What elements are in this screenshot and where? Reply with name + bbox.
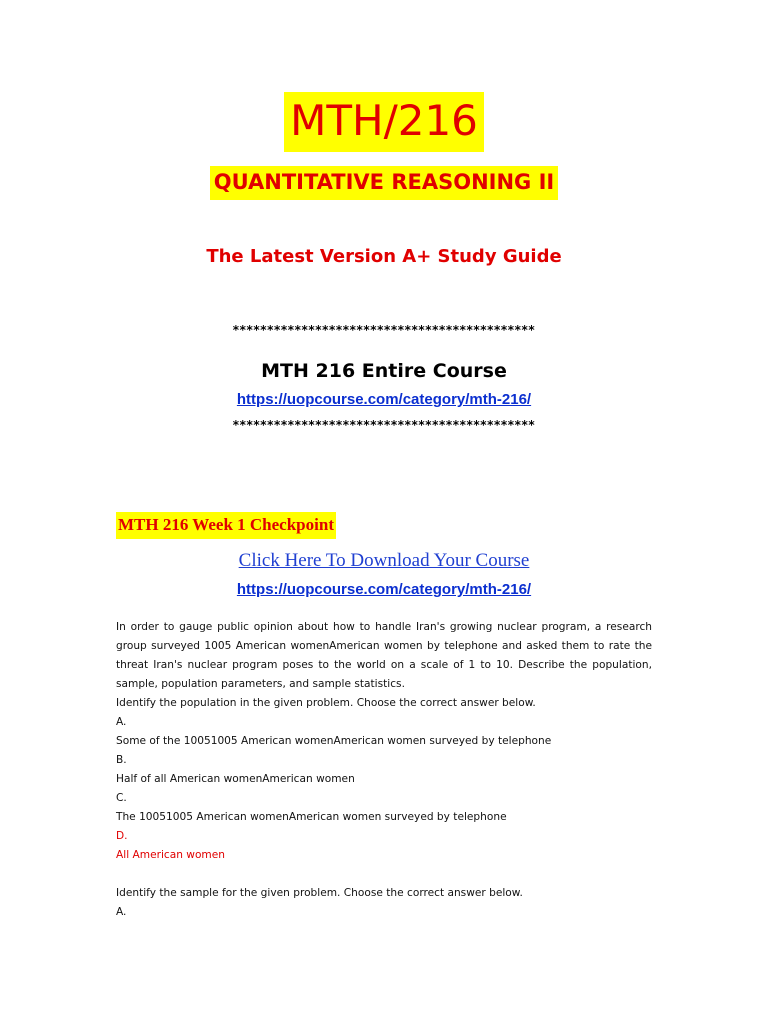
week-heading-highlight: MTH 216 Week 1 Checkpoint — [116, 512, 336, 539]
question-1: Identify the population in the given problem. Choose the correct answer below. — [116, 697, 536, 709]
course-link[interactable]: https://uopcourse.com/category/mth-216/ — [236, 391, 532, 408]
paragraph-spacer — [116, 865, 652, 884]
question-body — [116, 618, 652, 922]
course-code-highlight: MTH/216 — [284, 92, 484, 152]
q1-option-c-letter: C. — [116, 792, 127, 804]
course-code-title — [0, 92, 768, 152]
q1-option-d-letter: D. — [116, 830, 128, 842]
stars-divider-bottom: ******************************************** — [232, 418, 536, 432]
stars-divider-top: ******************************************** — [232, 323, 536, 337]
course-title-highlight: QUANTITATIVE REASONING II — [210, 166, 558, 200]
intro-paragraph: In order to gauge public opinion about how to handle Iran's growing nuclear program, a research group surveyed 1005 American womenAmerican women by telephone and asked them to rate the threat Iran's nuclear program poses to the world on a scale of 1 to 10. Describe the population, sample, population parameters, and sample statistics. — [116, 621, 652, 690]
course-subtitle — [0, 166, 768, 200]
q1-option-a-letter: A. — [116, 716, 127, 728]
download-course-link[interactable]: Click Here To Download Your Course — [238, 550, 530, 571]
q1-option-b-letter: B. — [116, 754, 127, 766]
week-heading — [116, 512, 336, 539]
study-guide-tagline: The Latest Version A+ Study Guide — [206, 246, 562, 267]
q1-option-d-text: All American women — [116, 849, 225, 861]
question-2: Identify the sample for the given problem. Choose the correct answer below. — [116, 887, 523, 899]
q1-option-a-text: Some of the 10051005 American womenAmerican women surveyed by telephone — [116, 735, 552, 747]
entire-course-heading: MTH 216 Entire Course — [261, 360, 507, 382]
q1-option-b-text: Half of all American womenAmerican women — [116, 773, 355, 785]
q1-option-c-text: The 10051005 American womenAmerican women surveyed by telephone — [116, 811, 507, 823]
download-url-link[interactable]: https://uopcourse.com/category/mth-216/ — [236, 581, 532, 598]
q2-option-a-letter: A. — [116, 906, 127, 918]
